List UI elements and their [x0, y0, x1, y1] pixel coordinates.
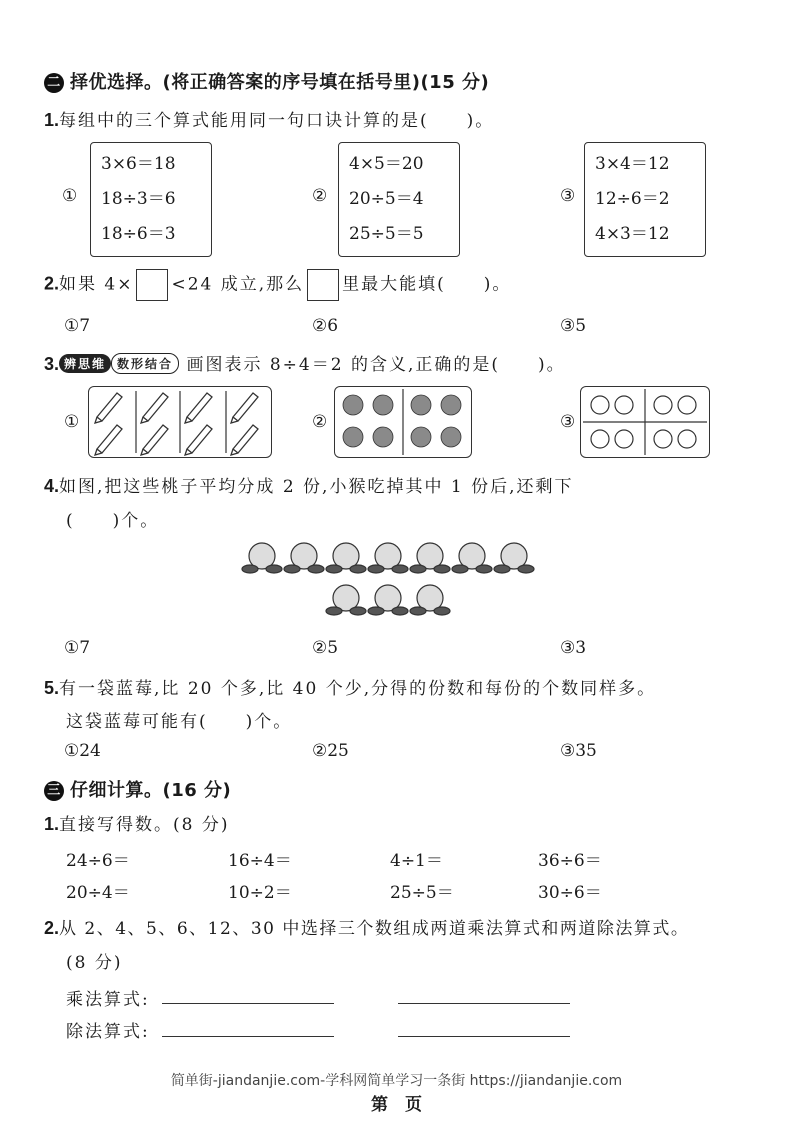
blank-box	[307, 269, 339, 301]
multiplication-label: 乘法算式:	[66, 990, 150, 1010]
tag-thinking: 辨思维	[59, 354, 111, 373]
page-number: 第 页	[371, 1095, 422, 1115]
section-2-header	[44, 68, 489, 94]
q5-option-1: ①24	[64, 741, 101, 761]
calc-question-2: 2.从 2、4、5、6、12、30 中选择三个数组成两道乘法算式和两道除法算式。	[44, 918, 690, 939]
q3-option-mark-2: ②	[312, 412, 328, 432]
q1-option-mark-2: ②	[312, 186, 328, 206]
section-title: 仔细计算。(16 分)	[70, 780, 232, 801]
leaf-picture	[334, 386, 472, 458]
question-2: 2.如果 4× <24 成立,那么 里最大能填( )。	[44, 269, 511, 301]
question-4: 4.如图,把这些桃子平均分成 2 份,小猴吃掉其中 1 份后,还剩下	[44, 476, 574, 497]
q4-option-1: ①7	[64, 638, 91, 658]
answer-line[interactable]	[162, 1003, 334, 1004]
question-3: 3. 辨思维 数形结合 画图表示 8÷4＝2 的含义,正确的是( )。	[44, 354, 566, 375]
q3-option-mark-1: ①	[64, 412, 80, 432]
section-number-badge: 三	[44, 781, 64, 801]
calc-item: 25÷5＝	[390, 883, 454, 903]
peach-picture	[240, 538, 550, 618]
question-5-line-2: 这袋蓝莓可能有( )个。	[66, 712, 293, 732]
blank-box	[136, 269, 168, 301]
answer-line[interactable]	[162, 1036, 334, 1037]
calc-item: 10÷2＝	[228, 883, 292, 903]
circle-picture	[580, 386, 710, 458]
peach-icons	[242, 543, 534, 615]
q5-option-2: ②25	[312, 741, 349, 761]
calc-item: 36÷6＝	[538, 851, 602, 871]
calc-question-1: 1.直接写得数。(8 分)	[44, 814, 230, 835]
q1-option-mark-3: ③	[560, 186, 576, 206]
q2-option-2: ②6	[312, 316, 339, 336]
leaf-icons	[335, 387, 471, 457]
section-title: 择优选择。(将正确答案的序号填在括号里)(15 分)	[70, 72, 490, 93]
q1-option-1-box: 3×6＝18 18÷3＝6 18÷6＝3	[90, 142, 212, 257]
question-5: 5.有一袋蓝莓,比 20 个多,比 40 个少,分得的份数和每份的个数同样多。	[44, 678, 657, 699]
answer-line[interactable]	[398, 1003, 570, 1004]
q2-option-1: ①7	[64, 316, 91, 336]
q2-option-3: ③5	[560, 316, 587, 336]
calc-item: 16÷4＝	[228, 851, 292, 871]
answer-line[interactable]	[398, 1036, 570, 1037]
calc-item: 30÷6＝	[538, 883, 602, 903]
q1-option-3-box: 3×4＝12 12÷6＝2 4×3＝12	[584, 142, 706, 257]
pencil-picture	[88, 386, 272, 458]
q4-option-3: ③3	[560, 638, 587, 658]
question-1: 1.每组中的三个算式能用同一句口诀计算的是( )。	[44, 110, 495, 131]
tag-number-shape: 数形结合	[111, 353, 179, 374]
calc-item: 20÷4＝	[66, 883, 130, 903]
division-label: 除法算式:	[66, 1022, 150, 1042]
calc-item: 24÷6＝	[66, 851, 130, 871]
section-number-badge: 二	[44, 73, 64, 93]
q5-option-3: ③35	[560, 741, 597, 761]
pencil-icons	[89, 387, 271, 457]
calc-item: 4÷1＝	[390, 851, 443, 871]
circle-icons	[581, 387, 709, 457]
section-3-header	[44, 776, 231, 802]
watermark-text: 简单街-jiandanjie.com-学科网简单学习一条街 https://jiandanjie.com	[170, 1073, 623, 1089]
q1-option-2-box: 4×5＝20 20÷5＝4 25÷5＝5	[338, 142, 460, 257]
question-text: 每组中的三个算式能用同一句口诀计算的是( )。	[59, 111, 495, 131]
q4-option-2: ②5	[312, 638, 339, 658]
calc-question-2-points: (8 分)	[66, 953, 123, 973]
q3-option-mark-3: ③	[560, 412, 576, 432]
question-4-line-2: ( )个。	[66, 511, 160, 531]
q1-option-mark-1: ①	[62, 186, 78, 206]
